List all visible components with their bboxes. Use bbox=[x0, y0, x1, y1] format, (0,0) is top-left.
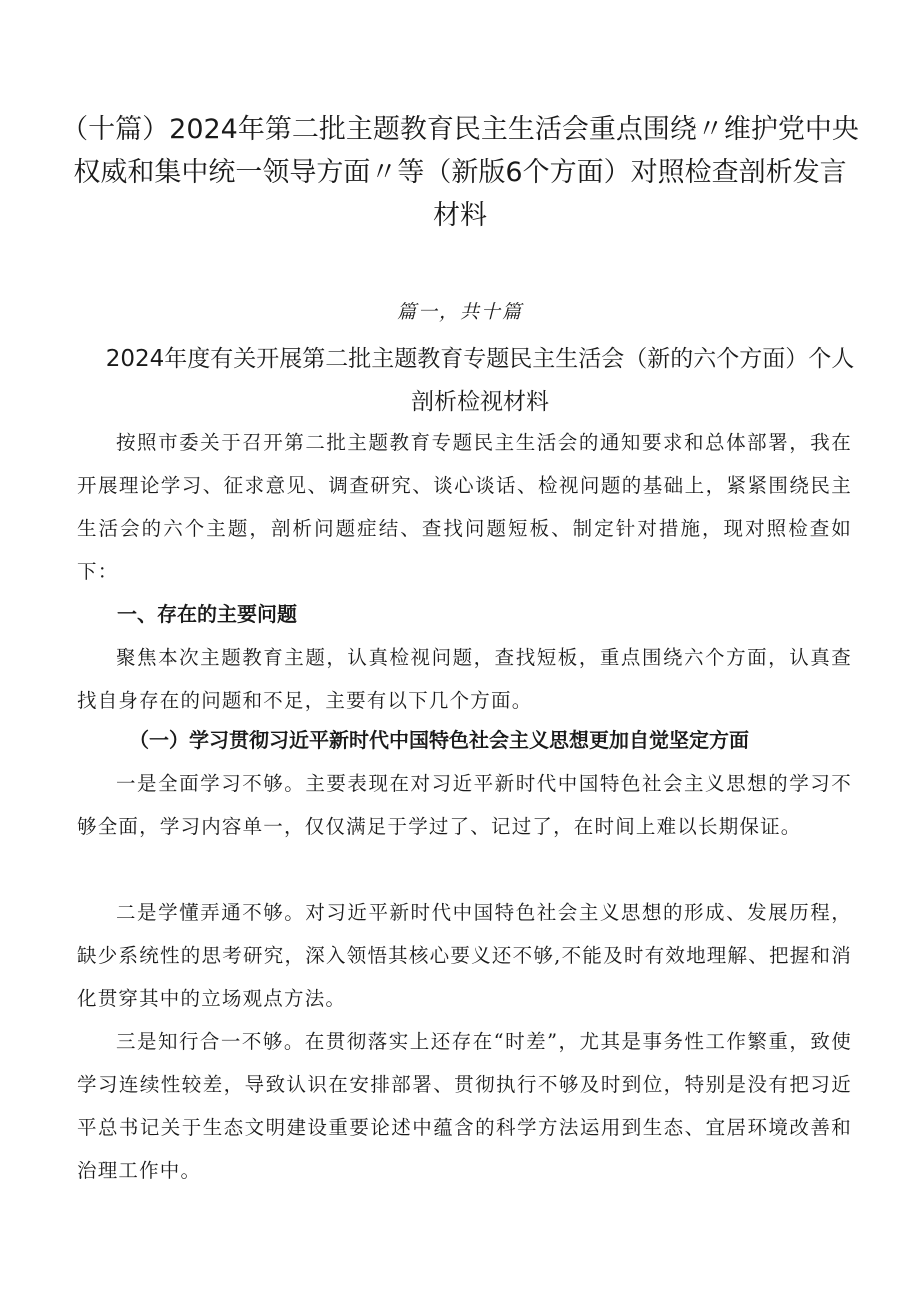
section-heading: 一、存在的主要问题 bbox=[117, 602, 297, 626]
document-subtitle: 2024年度有关开展第二批主题教育专题民主生活会（新的六个方面）个人剖析检视材料 bbox=[105, 346, 855, 415]
point-paragraph-1: 一是全面学习不够。主要表现在对习近平新时代中国特色社会主义思想的学习不够全面，学习内容单一，仅仅满足于学过了、记过了，在时间上难以长期保证。 bbox=[77, 772, 852, 838]
intro-paragraph: 按照市委关于召开第二批主题教育专题民主生活会的通知要求和总体部署，我在开展理论学习、征求意见、调查研究、谈心谈话、检视问题的基础上，紧紧围绕民主生活会的六个主题，剖析问题症结、查找问题短板、制定针对措施，现对照检查如下： bbox=[77, 431, 852, 583]
chapter-label: 篇一，共十篇 bbox=[396, 301, 523, 323]
document-title: （十篇）2024年第二批主题教育民主生活会重点围绕〃维护党中央权威和集中统一领导方面〃等（新版6个方面）对照检查剖析发言材料 bbox=[61, 114, 859, 231]
point-paragraph-2: 二是学懂弄通不够。对习近平新时代中国特色社会主义思想的形成、发展历程，缺少系统性的思考研究，深入领悟其核心要义还不够,不能及时有效地理解、把握和消化贯穿其中的立场观点方法。 bbox=[77, 901, 852, 1010]
section-intro-paragraph: 聚焦本次主题教育主题，认真检视问题，查找短板，重点围绕六个方面，认真查找自身存在的问题和不足，主要有以下几个方面。 bbox=[77, 646, 852, 712]
point-paragraph-3: 三是知行合一不够。在贯彻落实上还存在“时差”，尤其是事务性工作繁重，致使学习连续性较差，导致认识在安排部署、贯彻执行不够及时到位，特别是没有把习近平总书记关于生态文明建设重要论述中蕴含的科学方法运用到生态、宜居环境改善和治理工作中。 bbox=[77, 1030, 852, 1182]
subsection-heading: （一）学习贯彻习近平新时代中国特色社会主义思想更加自觉坚定方面 bbox=[129, 728, 749, 752]
